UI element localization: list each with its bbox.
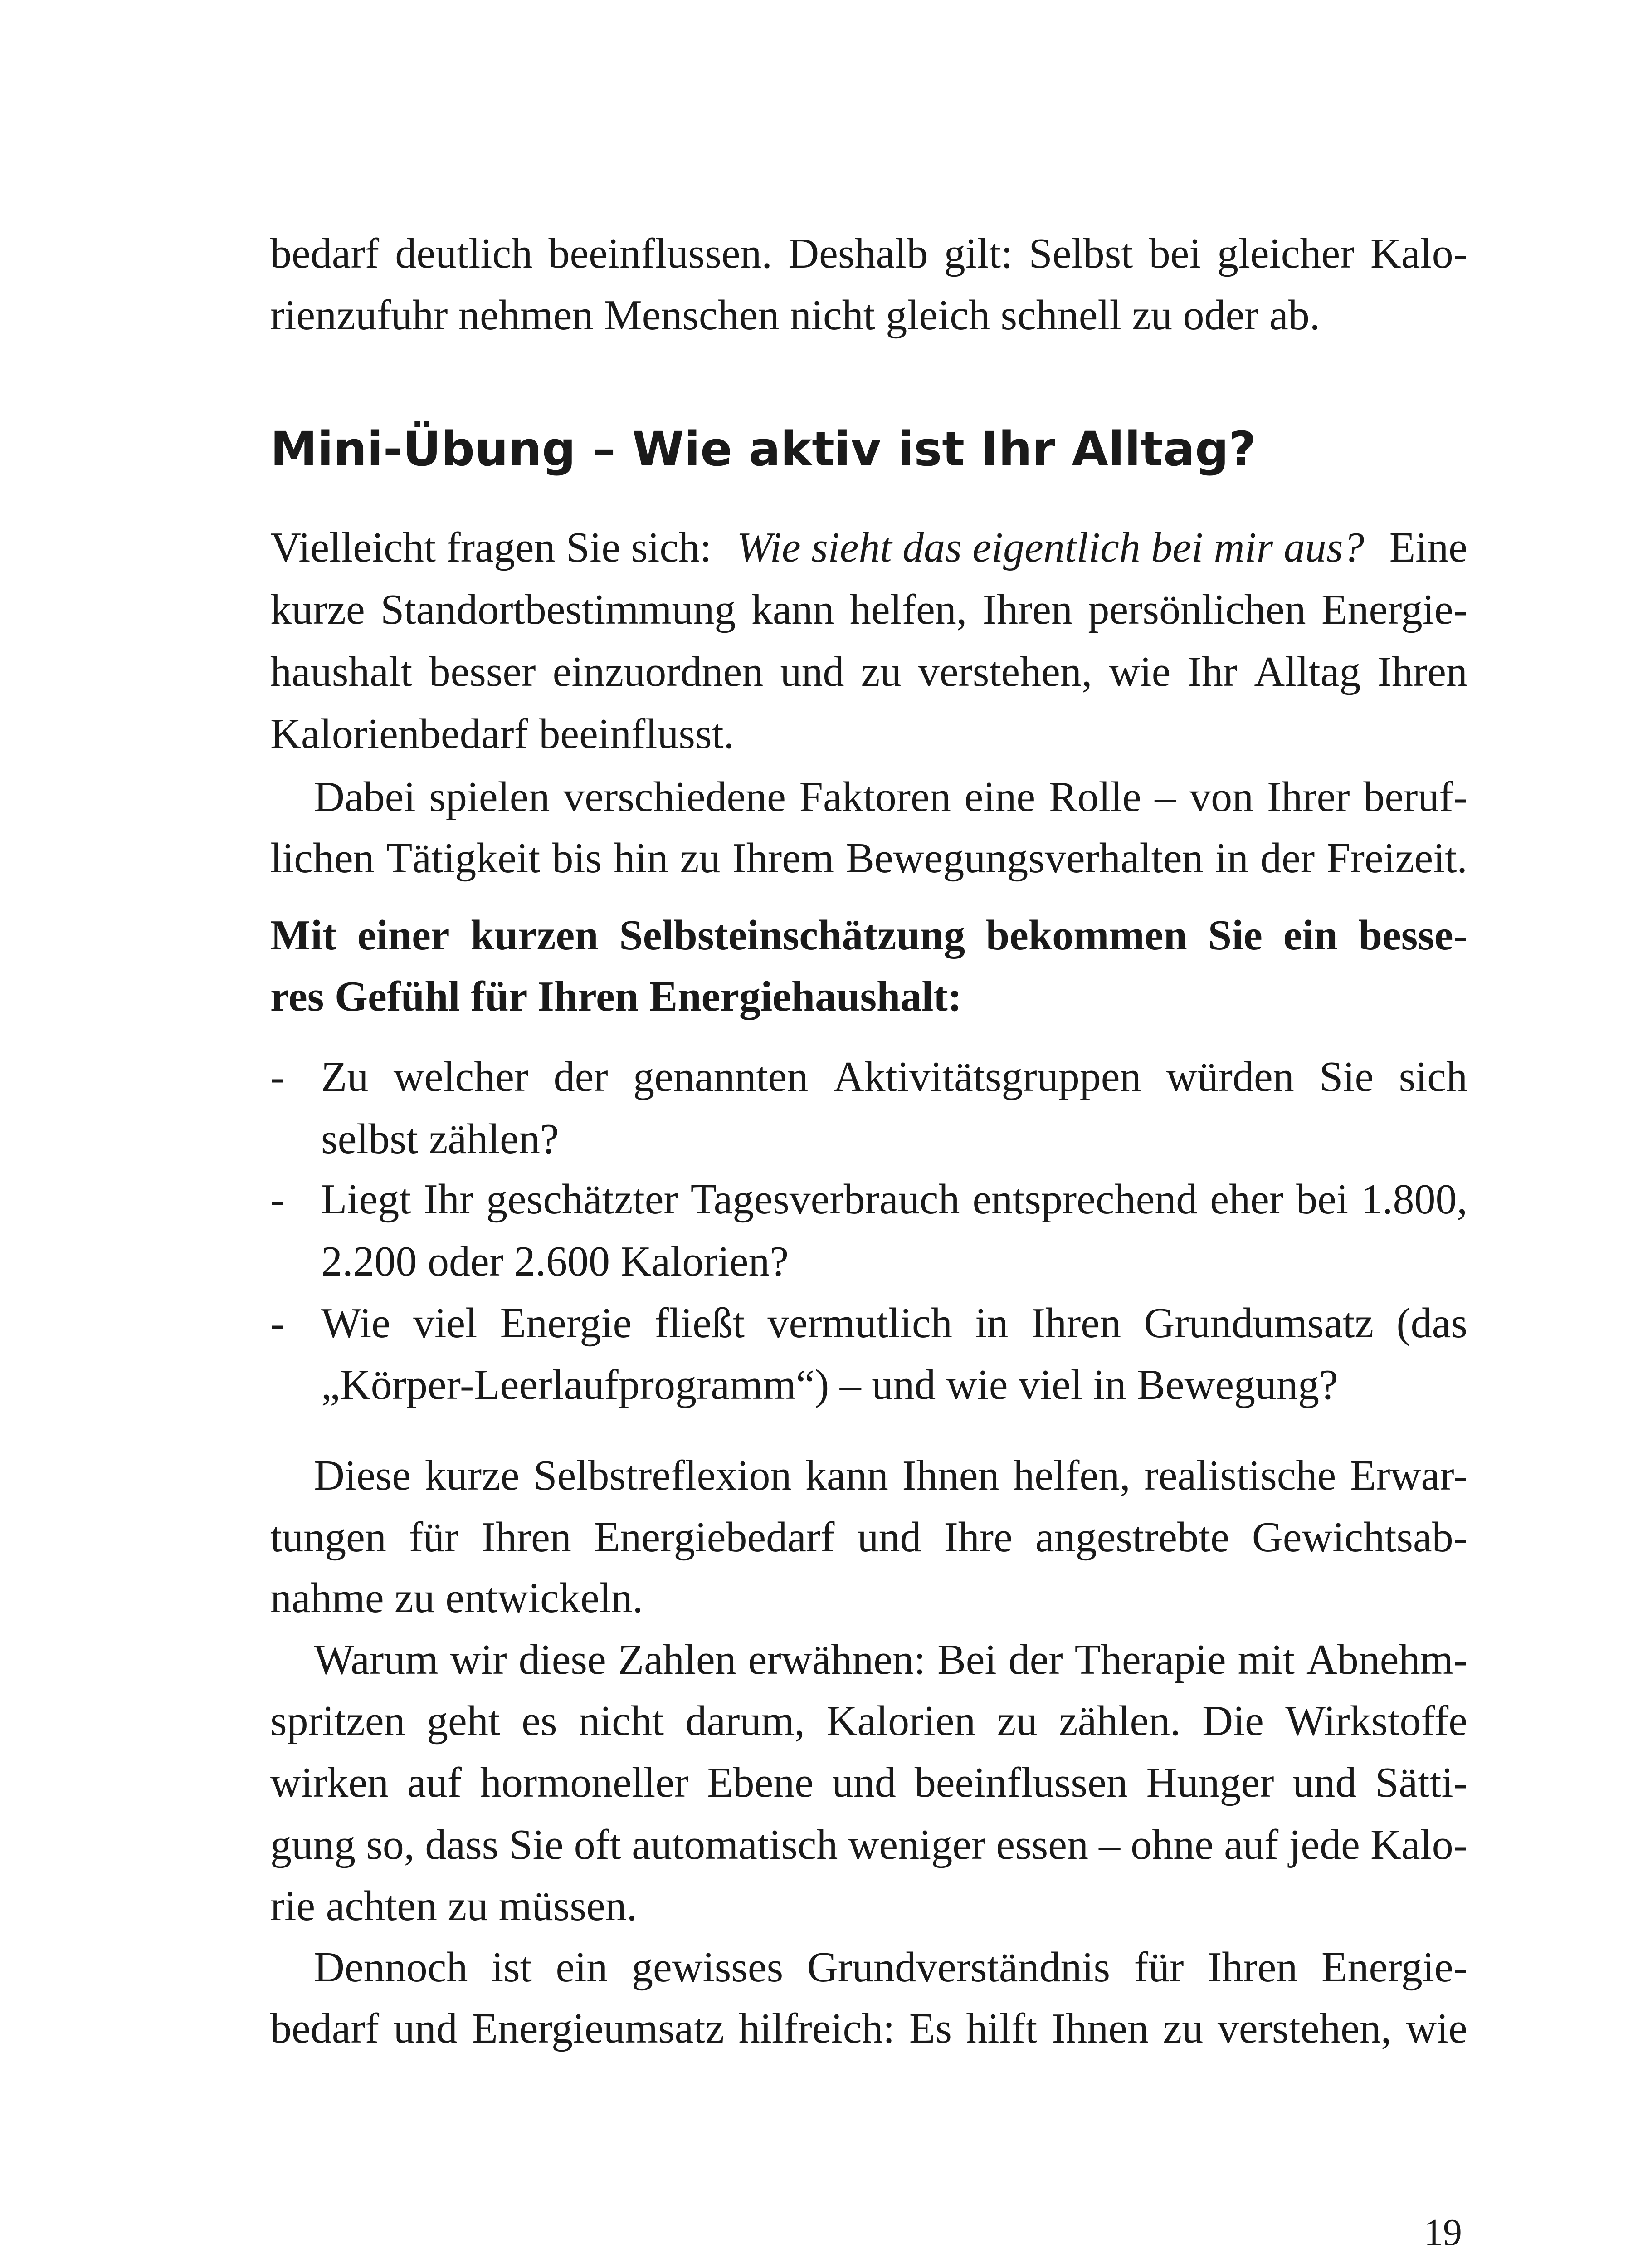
word: kann bbox=[751, 586, 834, 633]
word: kurze bbox=[270, 586, 365, 633]
word: beeinflussen. bbox=[548, 230, 772, 277]
word: ist bbox=[491, 1944, 532, 1991]
word: so, bbox=[366, 1821, 415, 1868]
word: genannten bbox=[633, 1053, 809, 1100]
word: wie bbox=[1406, 2005, 1467, 2052]
word: Selbsteinschätzung bbox=[619, 912, 965, 959]
word: Zu bbox=[321, 1053, 369, 1100]
word: essen bbox=[996, 1821, 1088, 1868]
word: eine bbox=[964, 773, 1036, 821]
word: einzuordnen bbox=[552, 648, 764, 695]
word: auf bbox=[1224, 1821, 1279, 1868]
word: nicht bbox=[578, 1697, 664, 1745]
word: Diese bbox=[314, 1452, 411, 1499]
word: Die bbox=[1202, 1697, 1264, 1745]
word: kann bbox=[805, 1452, 888, 1499]
word: für bbox=[1134, 1944, 1184, 1991]
word: Kalorien bbox=[826, 1697, 976, 1745]
word: kurzen bbox=[470, 912, 599, 959]
word: erwähnen: bbox=[748, 1636, 926, 1683]
word: fließt bbox=[654, 1300, 745, 1347]
word: Abnehm- bbox=[1306, 1636, 1467, 1683]
word: Zahlen bbox=[618, 1636, 736, 1683]
word: der bbox=[1260, 835, 1315, 882]
text-line bbox=[270, 1516, 1467, 1559]
word: (das bbox=[1396, 1300, 1467, 1347]
text-line bbox=[270, 232, 1467, 275]
word: hin bbox=[614, 835, 668, 882]
word: und bbox=[832, 1759, 896, 1806]
word: darum, bbox=[685, 1697, 805, 1745]
word: verstehen, bbox=[1217, 2005, 1392, 2052]
word: viel bbox=[413, 1300, 478, 1347]
word: welcher bbox=[393, 1053, 529, 1100]
text-line bbox=[270, 526, 1467, 569]
text-run: Eine bbox=[1389, 524, 1467, 571]
word: Therapie bbox=[1074, 1636, 1226, 1683]
word: 1.800, bbox=[1360, 1176, 1467, 1223]
word: Alltag bbox=[1254, 648, 1361, 695]
word: und bbox=[780, 648, 844, 695]
word: beeinflussen bbox=[914, 1759, 1128, 1806]
word: und bbox=[857, 1514, 921, 1561]
word: Warum bbox=[314, 1636, 439, 1683]
word: wir bbox=[450, 1636, 507, 1683]
word: realistische bbox=[1144, 1452, 1336, 1499]
word: automatisch bbox=[632, 1821, 838, 1868]
word: Grundverständnis bbox=[807, 1944, 1111, 1991]
text-line bbox=[270, 2007, 1467, 2050]
word: und bbox=[1292, 1759, 1357, 1806]
text-line bbox=[270, 914, 1467, 957]
word: Tagesverbrauch bbox=[690, 1176, 960, 1223]
word: wie bbox=[1109, 648, 1171, 695]
word: Rolle bbox=[1048, 773, 1141, 821]
word: eher bbox=[1210, 1176, 1284, 1223]
word: Tätigkeit bbox=[386, 835, 541, 882]
word: Ihrem bbox=[732, 835, 834, 882]
word: helfen, bbox=[849, 586, 967, 633]
word: Mit bbox=[270, 912, 337, 959]
word: gung bbox=[270, 1821, 356, 1868]
word: Standortbestimmung bbox=[380, 586, 736, 633]
word: zu bbox=[1163, 2005, 1204, 2052]
word: Ihr bbox=[424, 1176, 473, 1223]
word: Aktivitätsgruppen bbox=[833, 1053, 1141, 1100]
text-line bbox=[314, 773, 1467, 821]
text-line: „Körper-Leerlaufprogramm“) – und wie viel in Bewegung? bbox=[321, 1361, 1338, 1408]
text-line bbox=[270, 650, 1467, 693]
word: Ihnen bbox=[1051, 2005, 1149, 2052]
text-line bbox=[321, 1300, 1467, 1347]
word: in bbox=[975, 1300, 1009, 1347]
word: Energie- bbox=[1321, 1944, 1467, 1991]
list-dash: - bbox=[270, 1176, 285, 1223]
word: bedarf bbox=[270, 2005, 380, 2052]
word: gewisses bbox=[631, 1944, 784, 1991]
text-line bbox=[314, 1638, 1467, 1681]
word: Sie bbox=[509, 1821, 564, 1868]
list-dash: - bbox=[270, 1300, 285, 1347]
list-dash: - bbox=[270, 1053, 285, 1100]
word: Selbst bbox=[1029, 230, 1133, 277]
word: jede bbox=[1289, 1821, 1360, 1868]
word: zu bbox=[861, 648, 902, 695]
word: Ihnen bbox=[902, 1452, 999, 1499]
word: würden bbox=[1166, 1053, 1294, 1100]
word: bis bbox=[552, 835, 602, 882]
text-line bbox=[314, 1454, 1467, 1497]
word: Ihren bbox=[982, 586, 1072, 633]
text-line: res Gefühl für Ihren Energiehaushalt: bbox=[270, 973, 962, 1020]
word: zählen. bbox=[1058, 1697, 1181, 1745]
word: Energie bbox=[500, 1300, 632, 1347]
word: verstehen, bbox=[918, 648, 1092, 695]
word: Ihre bbox=[944, 1514, 1013, 1561]
word: spielen bbox=[429, 773, 550, 821]
word: Dennoch bbox=[314, 1944, 468, 1991]
word: Ihrer bbox=[1267, 773, 1350, 821]
word: ein bbox=[1283, 912, 1338, 959]
text-line: nahme zu entwickeln. bbox=[270, 1574, 643, 1622]
word: Erwar- bbox=[1350, 1452, 1467, 1499]
word: Faktoren bbox=[799, 773, 951, 821]
text-line: rie achten zu müssen. bbox=[270, 1882, 638, 1930]
word: Sie bbox=[1319, 1053, 1374, 1100]
word: auf bbox=[407, 1759, 462, 1806]
word: Ihren bbox=[481, 1514, 571, 1561]
text-line bbox=[270, 837, 1467, 880]
word: Ihren bbox=[1208, 1944, 1298, 1991]
word: und bbox=[393, 2005, 458, 2052]
word: Energieumsatz bbox=[472, 2005, 725, 2052]
word: persönlichen bbox=[1088, 586, 1306, 633]
word: weniger bbox=[848, 1821, 986, 1868]
word: ohne bbox=[1131, 1821, 1214, 1868]
page-number: 19 bbox=[1424, 2211, 1462, 2253]
word: gilt: bbox=[944, 230, 1013, 277]
word: kurze bbox=[424, 1452, 520, 1499]
word: lichen bbox=[270, 835, 375, 882]
word: haushalt bbox=[270, 648, 413, 695]
text-line bbox=[270, 1761, 1467, 1804]
word: der bbox=[1008, 1636, 1063, 1683]
word: bei bbox=[1296, 1176, 1348, 1223]
word: besser bbox=[429, 648, 536, 695]
word: tungen bbox=[270, 1514, 386, 1561]
italic-question: Wie sieht das eigentlich bei mir aus? bbox=[736, 524, 1365, 571]
word: Ihren bbox=[1031, 1300, 1121, 1347]
word: hilft bbox=[966, 2005, 1038, 2052]
word: helfen, bbox=[1013, 1452, 1131, 1499]
word: – bbox=[1155, 773, 1176, 821]
word: hormoneller bbox=[480, 1759, 689, 1806]
word: ein bbox=[556, 1944, 608, 1991]
word: für bbox=[409, 1514, 459, 1561]
word: Bei bbox=[937, 1636, 997, 1683]
word: Energie- bbox=[1321, 586, 1467, 633]
word: Deshalb bbox=[788, 230, 928, 277]
word: Freizeit. bbox=[1326, 835, 1467, 882]
text-line bbox=[270, 1697, 1467, 1745]
text-line: Kalorienbedarf beeinflusst. bbox=[270, 710, 735, 758]
word: von bbox=[1189, 773, 1254, 821]
word: Wie bbox=[321, 1300, 390, 1347]
word: Ihr bbox=[1187, 648, 1238, 695]
word: vermutlich bbox=[767, 1300, 952, 1347]
word: bei bbox=[1149, 230, 1201, 277]
word: Ebene bbox=[707, 1759, 814, 1806]
word: entsprechend bbox=[972, 1176, 1198, 1223]
word: Gewichtsab- bbox=[1252, 1514, 1467, 1561]
text-line: 2.200 oder 2.600 Kalorien? bbox=[321, 1238, 789, 1285]
word: wirken bbox=[270, 1759, 389, 1806]
word: verschiedene bbox=[563, 773, 786, 821]
text-line bbox=[314, 1946, 1467, 1989]
text-run: Vielleicht fragen Sie sich: bbox=[270, 524, 712, 571]
word: bedarf bbox=[270, 230, 380, 277]
word: angestrebte bbox=[1035, 1514, 1229, 1561]
word: – bbox=[1099, 1821, 1121, 1868]
word: gleicher bbox=[1217, 230, 1355, 277]
word: besse- bbox=[1358, 912, 1467, 959]
word: mit bbox=[1238, 1636, 1295, 1683]
text-line bbox=[270, 588, 1467, 631]
word: Sätti- bbox=[1375, 1759, 1467, 1806]
word: zu bbox=[997, 1697, 1038, 1745]
word: Kalo- bbox=[1370, 1821, 1467, 1868]
word: es bbox=[522, 1697, 557, 1745]
word: geht bbox=[426, 1697, 500, 1745]
word: einer bbox=[357, 912, 450, 959]
word: in bbox=[1215, 835, 1248, 882]
word: Kalo- bbox=[1370, 230, 1467, 277]
text-line bbox=[270, 1823, 1467, 1866]
text-line bbox=[321, 1178, 1467, 1221]
word: Es bbox=[909, 2005, 952, 2052]
word: der bbox=[553, 1053, 608, 1100]
word: geschätzter bbox=[486, 1176, 678, 1223]
text-line bbox=[321, 1053, 1467, 1100]
text-line: rienzufuhr nehmen Menschen nicht gleich schnell zu oder ab. bbox=[270, 292, 1321, 339]
word: dass bbox=[425, 1821, 499, 1868]
word: deutlich bbox=[395, 230, 533, 277]
section-heading: Mini-Übung – Wie aktiv ist Ihr Alltag? bbox=[270, 421, 1256, 477]
word: Ihren bbox=[1377, 648, 1467, 695]
word: Bewegungsverhalten bbox=[846, 835, 1204, 882]
word: spritzen bbox=[270, 1697, 405, 1745]
word: Selbstreflexion bbox=[533, 1452, 792, 1499]
word: Energiebedarf bbox=[594, 1514, 835, 1561]
word: bekommen bbox=[985, 912, 1187, 959]
word: hilfreich: bbox=[738, 2005, 895, 2052]
word: beruf- bbox=[1363, 773, 1467, 821]
word: Grundumsatz bbox=[1144, 1300, 1374, 1347]
word: Liegt bbox=[321, 1176, 411, 1223]
text-line: selbst zählen? bbox=[321, 1115, 559, 1163]
word: diese bbox=[518, 1636, 606, 1683]
word: Wirkstoffe bbox=[1285, 1697, 1467, 1745]
word: Hunger bbox=[1146, 1759, 1274, 1806]
word: Sie bbox=[1208, 912, 1263, 959]
word: Dabei bbox=[314, 773, 416, 821]
word: sich bbox=[1399, 1053, 1467, 1100]
word: zu bbox=[680, 835, 721, 882]
word: oft bbox=[574, 1821, 622, 1868]
